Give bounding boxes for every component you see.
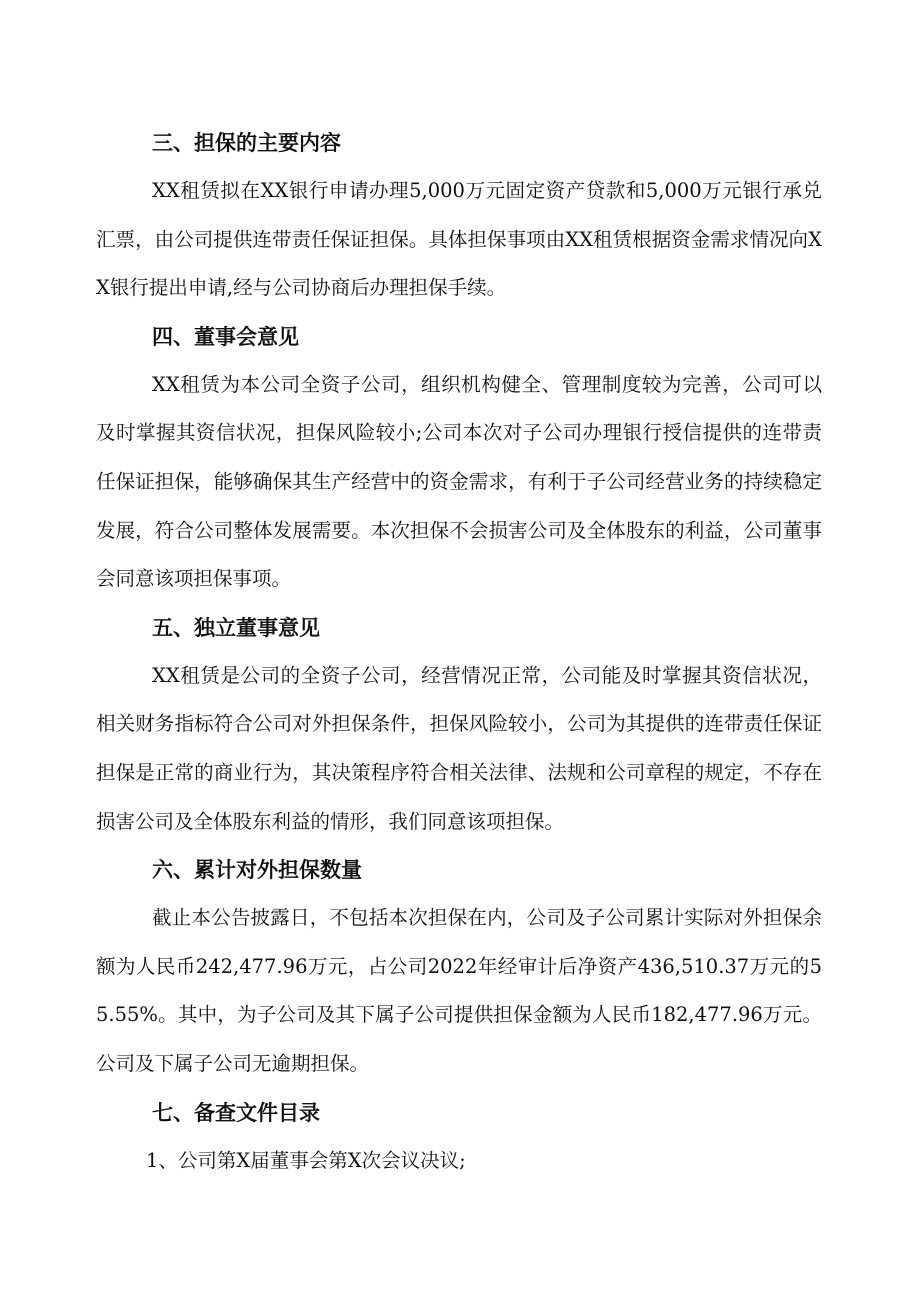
- paragraph-independent-director-opinion: XX租赁是公司的全资子公司，经营情况正常，公司能及时掌握其资信状况，相关财务指标符合公司对外担保条件，担保风险较小，公司为其提供的连带责任保证担保是正常的商业行为，其决策程序符合相关法律、法规和公司章程的规定，不存在损害公司及全体股东利益的情形，我们同意该项担保。: [96, 663, 822, 833]
- section-heading-cumulative-guarantee: 六、累计对外担保数量: [152, 858, 362, 883]
- section-heading-independent-director-opinion: 五、独立董事意见: [152, 615, 320, 640]
- paragraph-cumulative-guarantee: 截止本公告披露日，不包括本次担保在内，公司及子公司累计实际对外担保余额为人民币242,477.96万元，占公司2022年经审计后净资产436,510.37万元的55.55%。其中，为子公司及其下属子公司提供担保金额为人民币182,477.96万元。公司及下属子公司无逾期担保。: [96, 906, 822, 1075]
- list-item-reference-document: 1、公司第X届董事会第X次会议决议;: [146, 1148, 466, 1172]
- document-body: [96, 119, 822, 1185]
- paragraph-guarantee-content: XX租赁拟在XX银行申请办理5,000万元固定资产贷款和5,000万元银行承兑汇票，由公司提供连带责任保证担保。具体担保事项由XX租赁根据资金需求情况向XX银行提出申请,经与公司协商后办理担保手续。: [96, 179, 822, 300]
- paragraph-board-opinion: XX租赁为本公司全资子公司，组织机构健全、管理制度较为完善，公司可以及时掌握其资信状况，担保风险较小;公司本次对子公司办理银行授信提供的连带责任保证担保，能够确保其生产经营中的资金需求，有利于子公司经营业务的持续稳定发展，符合公司整体发展需要。本次担保不会损害公司及全体股东的利益，公司董事会同意该项担保事项。: [96, 372, 822, 591]
- section-heading-reference-documents: 七、备查文件目录: [152, 1100, 320, 1125]
- section-heading-board-opinion: 四、董事会意见: [152, 324, 299, 349]
- section-heading-guarantee-content: 三、担保的主要内容: [152, 131, 341, 155]
